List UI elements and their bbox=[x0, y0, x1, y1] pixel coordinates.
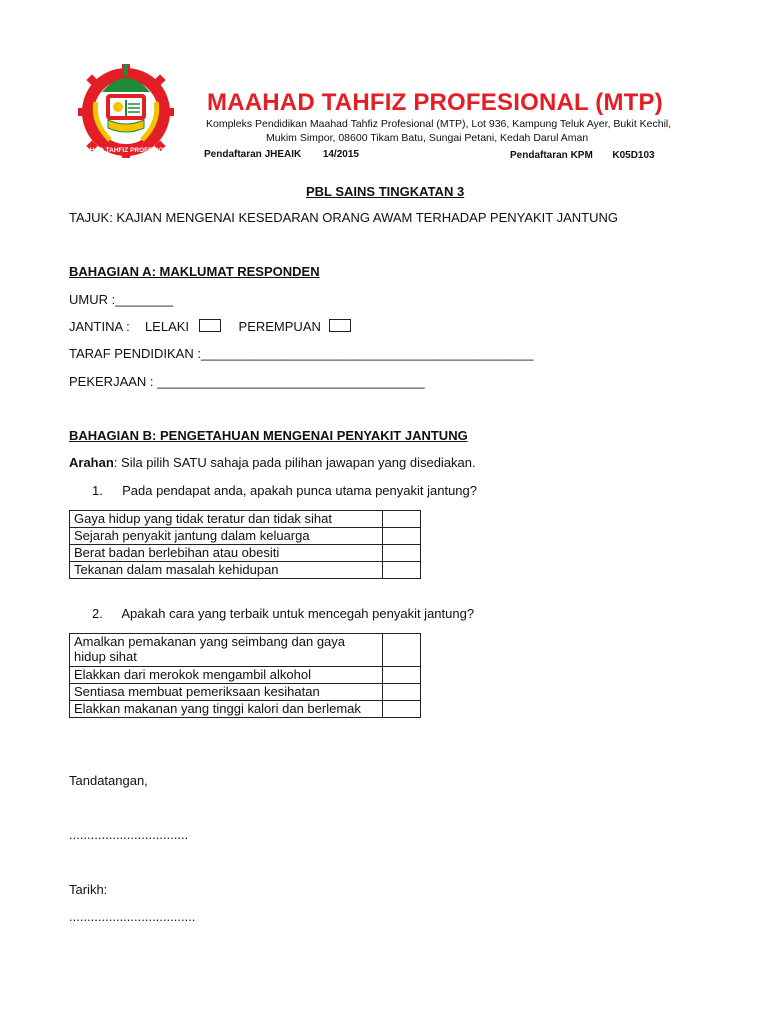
table-row bbox=[70, 511, 421, 528]
document-topic: TAJUK: KAJIAN MENGENAI KESEDARAN ORANG AWAM TERHADAP PENYAKIT JANTUNG bbox=[69, 210, 618, 225]
instruction-label: Arahan bbox=[69, 455, 114, 470]
table-row bbox=[70, 634, 421, 667]
answer-box[interactable] bbox=[383, 562, 421, 579]
signature-line[interactable]: ................................. bbox=[69, 827, 189, 842]
school-logo bbox=[66, 62, 186, 158]
question-number: 2. bbox=[92, 606, 103, 621]
lelaki-checkbox[interactable] bbox=[199, 319, 221, 332]
date-label: Tarikh: bbox=[69, 882, 108, 897]
jantina-row bbox=[69, 319, 351, 335]
option-label: Gaya hidup yang tidak teratur dan tidak sihat bbox=[70, 511, 383, 528]
table-row bbox=[70, 528, 421, 545]
perempuan-checkbox[interactable] bbox=[329, 319, 351, 332]
table-row bbox=[70, 545, 421, 562]
registration-jheaik bbox=[204, 149, 359, 160]
question-text: Pada pendapat anda, apakah punca utama penyakit jantung? bbox=[122, 483, 477, 498]
section-a-heading: BAHAGIAN A: MAKLUMAT RESPONDEN bbox=[69, 264, 320, 279]
answer-box[interactable] bbox=[383, 667, 421, 684]
answer-box[interactable] bbox=[383, 511, 421, 528]
document-title: PBL SAINS TINGKATAN 3 bbox=[306, 184, 465, 199]
question-number: 1. bbox=[92, 483, 103, 498]
instruction bbox=[69, 455, 476, 471]
answer-box[interactable] bbox=[383, 701, 421, 718]
table-row bbox=[70, 667, 421, 684]
option-label: Elakkan makanan yang tinggi kalori dan berlemak bbox=[70, 701, 383, 718]
answer-box[interactable] bbox=[383, 634, 421, 667]
answer-box[interactable] bbox=[383, 545, 421, 562]
address-line-2: Mukim Simpor, 08600 Tikam Batu, Sungai Petani, Kedah Darul Aman bbox=[266, 132, 589, 144]
question-1 bbox=[92, 483, 477, 499]
table-row bbox=[70, 562, 421, 579]
perempuan-label: PEREMPUAN bbox=[238, 319, 321, 334]
lelaki-label: LELAKI bbox=[144, 319, 190, 334]
date-line[interactable]: ................................... bbox=[69, 909, 196, 924]
answer-box[interactable] bbox=[383, 684, 421, 701]
registration-jheaik-value: 14/2015 bbox=[322, 149, 359, 160]
arabic-school-name bbox=[232, 56, 616, 92]
registration-kpm-label: Pendaftaran KPM bbox=[510, 150, 593, 161]
question-text: Apakah cara yang terbaik untuk mencegah penyakit jantung? bbox=[121, 606, 475, 621]
logo-emblem-text: MAAHAD TAHFIZ PROFESIONAL bbox=[74, 147, 178, 154]
option-label: Elakkan dari merokok mengambil alkohol bbox=[70, 667, 383, 684]
question-2 bbox=[92, 606, 474, 622]
school-name: MAAHAD TAHFIZ PROFESIONAL (MTP) bbox=[207, 89, 663, 116]
option-label: Tekanan dalam masalah kehidupan bbox=[70, 562, 383, 579]
option-label: Sejarah penyakit jantung dalam keluarga bbox=[70, 528, 383, 545]
pekerjaan-field[interactable]: PEKERJAAN : _____________________________________ bbox=[69, 374, 425, 389]
table-row bbox=[70, 684, 421, 701]
address-line-1: Kompleks Pendidikan Maahad Tahfiz Profesional (MTP), Lot 936, Kampung Teluk Ayer, Bukit Kechil, bbox=[206, 118, 672, 130]
umur-field[interactable]: UMUR :________ bbox=[69, 292, 174, 307]
signature-label: Tandatangan, bbox=[69, 773, 148, 788]
instruction-text: : Sila pilih SATU sahaja pada pilihan jawapan yang disediakan. bbox=[113, 455, 476, 470]
jantina-label: JANTINA : bbox=[69, 319, 130, 334]
table-row bbox=[70, 701, 421, 718]
registration-kpm bbox=[510, 150, 655, 161]
option-label: Berat badan berlebihan atau obesiti bbox=[70, 545, 383, 562]
option-label: Sentiasa membuat pemeriksaan kesihatan bbox=[70, 684, 383, 701]
option-label: Amalkan pemakanan yang seimbang dan gaya hidup sihat bbox=[70, 634, 383, 667]
registration-jheaik-label: Pendaftaran JHEAIK bbox=[204, 149, 302, 160]
taraf-pendidikan-field[interactable]: TARAF PENDIDIKAN :______________________________________________ bbox=[69, 346, 534, 361]
registration-kpm-value: K05D103 bbox=[612, 150, 655, 161]
question-2-options-table bbox=[69, 633, 421, 718]
section-b-heading: BAHAGIAN B: PENGETAHUAN MENGENAI PENYAKIT JANTUNG bbox=[69, 428, 468, 443]
question-1-options-table bbox=[69, 510, 421, 579]
answer-box[interactable] bbox=[383, 528, 421, 545]
